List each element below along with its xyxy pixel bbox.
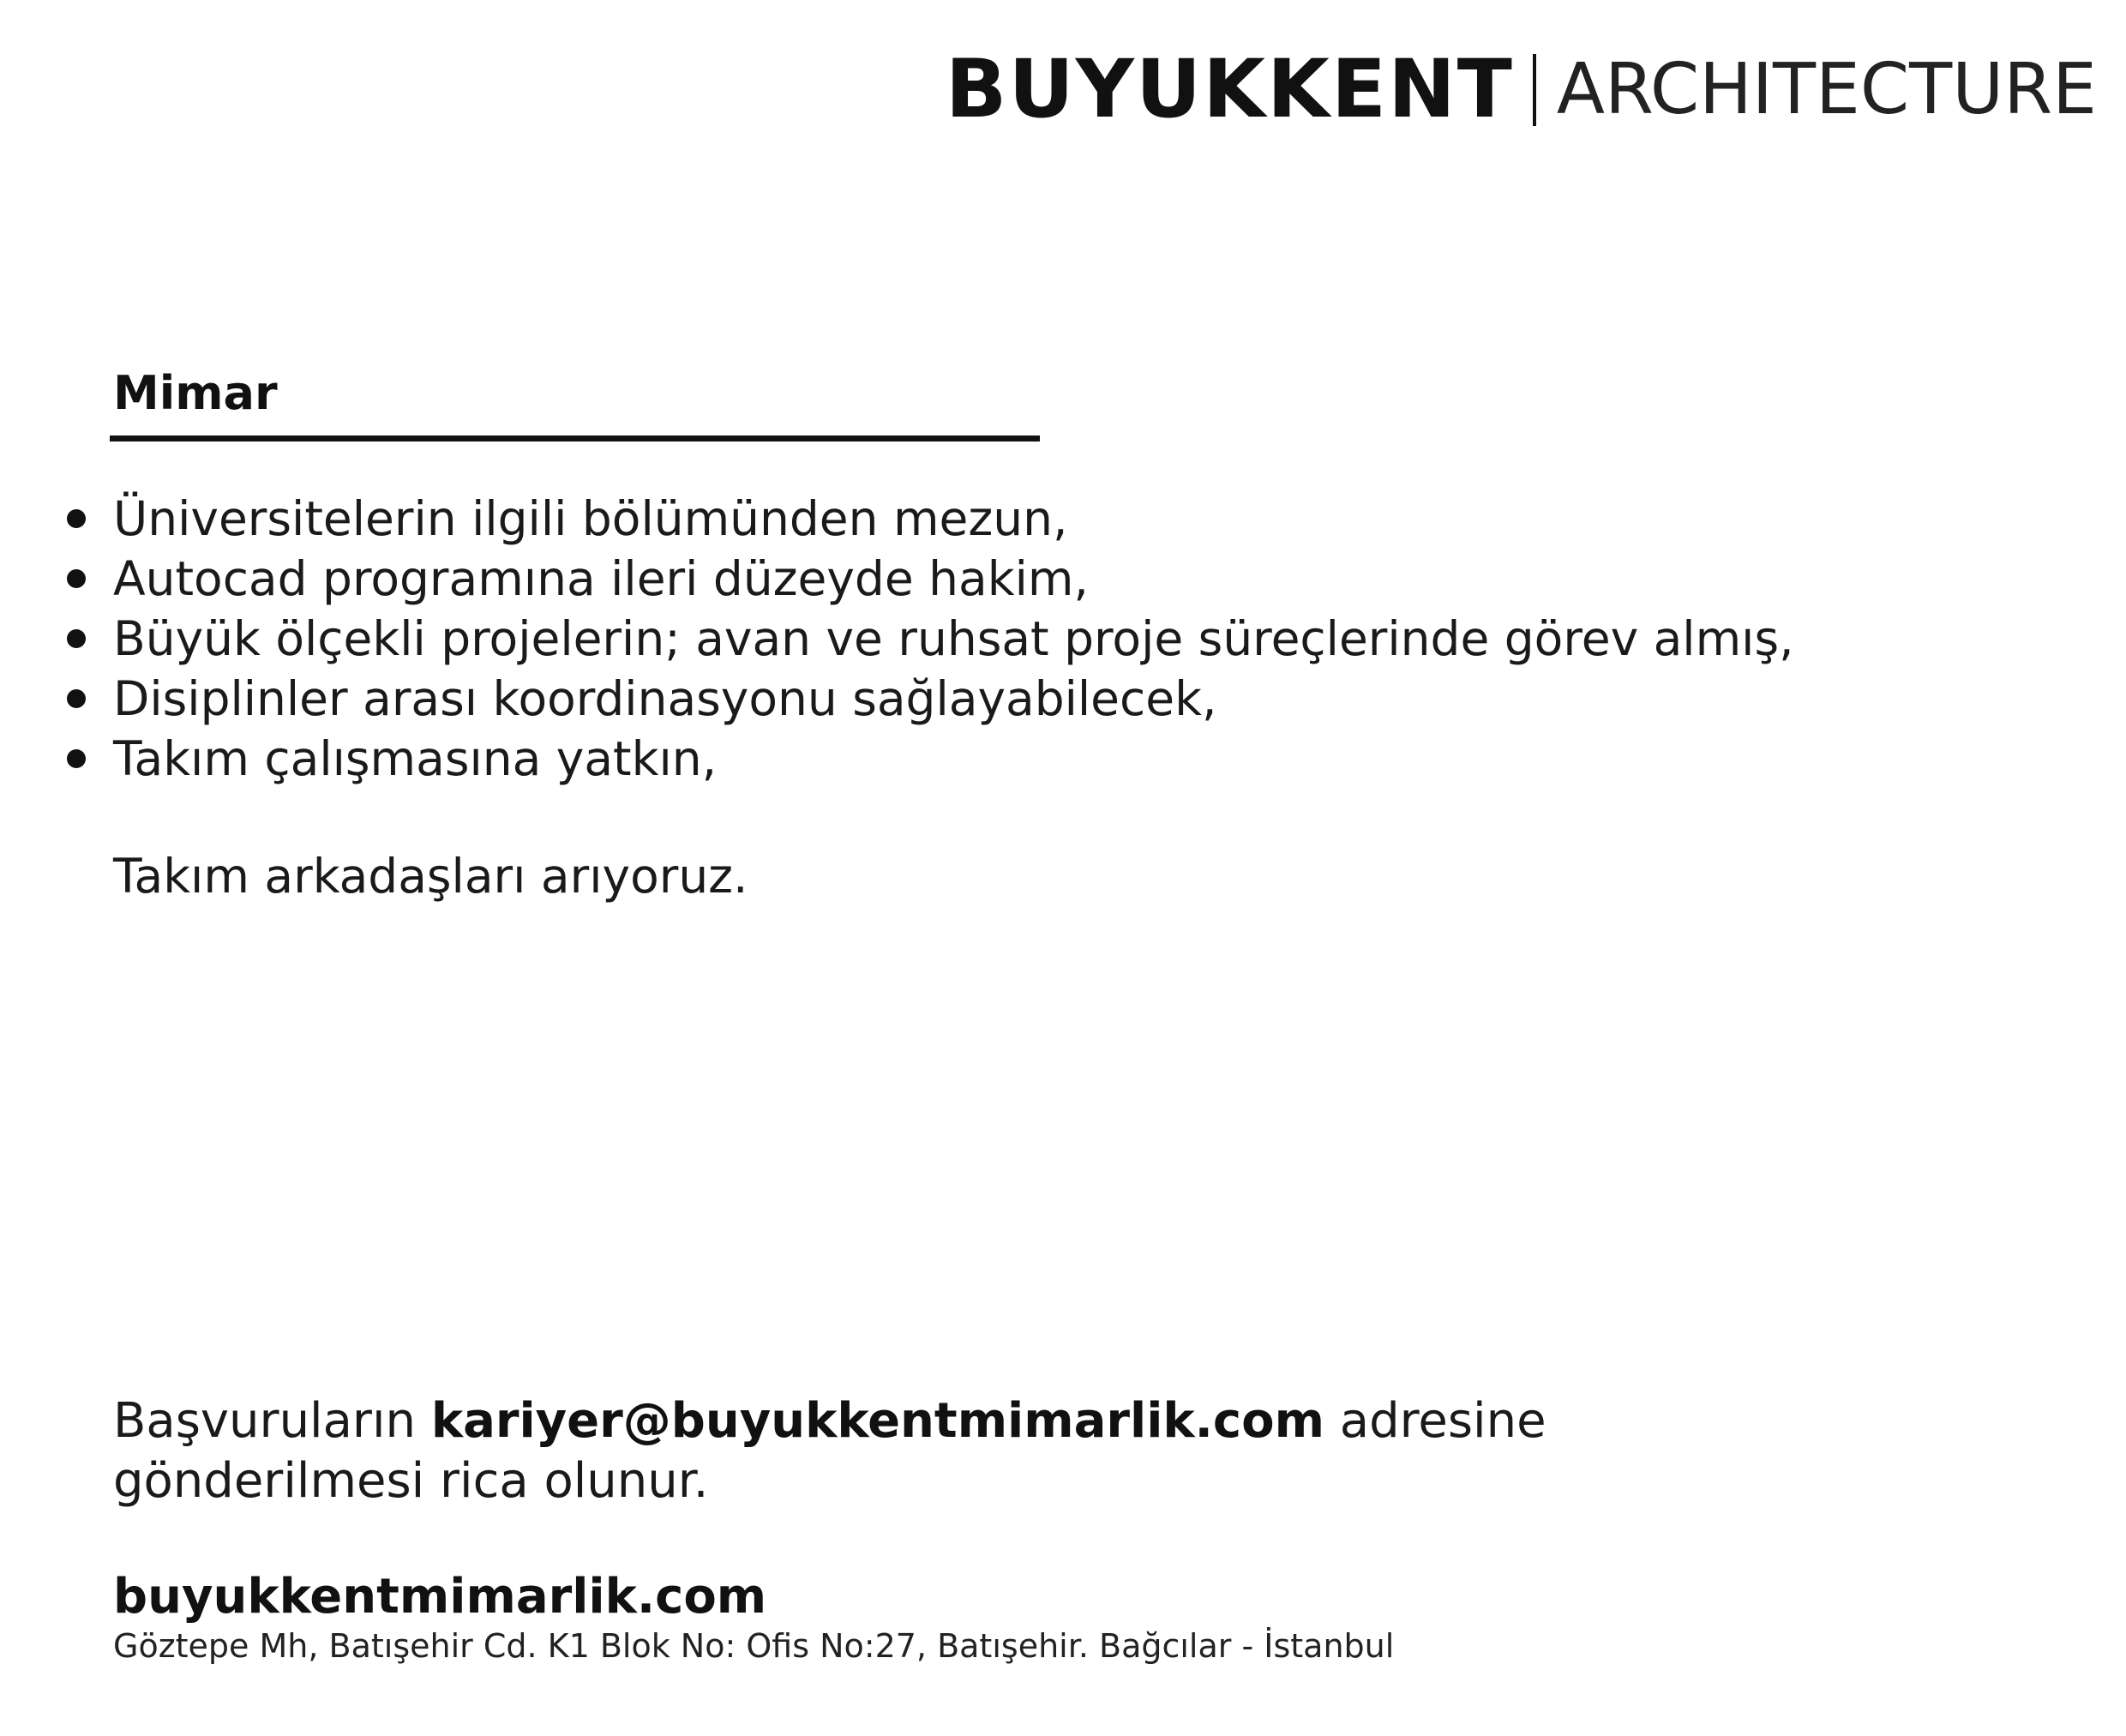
company-logo xyxy=(945,43,2097,136)
bullet-icon xyxy=(67,689,86,708)
bullet-icon xyxy=(67,569,86,588)
closing-sentence: Takım arkadaşları arıyoruz. xyxy=(113,849,748,904)
application-suffix: adresine xyxy=(1339,1393,1546,1449)
requirement-text: Takım çalışmasına yatkın, xyxy=(113,731,718,786)
requirement-text: Üniversitelerin ilgili bölümünden mezun, xyxy=(113,491,1068,546)
logo-primary-text: BUYUKKENT xyxy=(945,43,1514,136)
application-prefix: Başvuruların xyxy=(113,1393,417,1449)
bullet-icon xyxy=(67,509,86,528)
title-underline xyxy=(110,436,1040,442)
requirement-item xyxy=(67,549,1794,609)
application-instructions xyxy=(113,1391,1546,1511)
requirement-item xyxy=(67,669,1794,729)
requirement-text: Büyük ölçekli projelerin; avan ve ruhsat proje süreçlerinde görev almış, xyxy=(113,611,1794,666)
application-line-1 xyxy=(113,1391,1546,1451)
requirements-list xyxy=(67,489,1794,789)
job-title: Mimar xyxy=(113,366,278,420)
office-address: Göztepe Mh, Batışehir Cd. K1 Blok No: Ofis No:27, Batışehir. Bağcılar - İstanbul xyxy=(113,1627,1395,1665)
bullet-icon xyxy=(67,749,86,768)
bullet-icon xyxy=(67,629,86,648)
website-link[interactable]: buyukkentmimarlik.com xyxy=(113,1569,767,1625)
requirement-text: Autocad programına ileri düzeyde hakim, xyxy=(113,551,1089,606)
requirement-text: Disiplinler arası koordinasyonu sağlayabilecek, xyxy=(113,671,1217,726)
logo-secondary-text: ARCHITECTURE xyxy=(1556,49,2097,130)
requirement-item xyxy=(67,729,1794,789)
logo-divider xyxy=(1533,54,1536,126)
application-line-2: gönderilmesi rica olunur. xyxy=(113,1453,709,1509)
requirement-item xyxy=(67,489,1794,549)
application-email-link[interactable]: kariyer@buyukkentmimarlik.com xyxy=(430,1393,1324,1449)
requirement-item xyxy=(67,609,1794,669)
